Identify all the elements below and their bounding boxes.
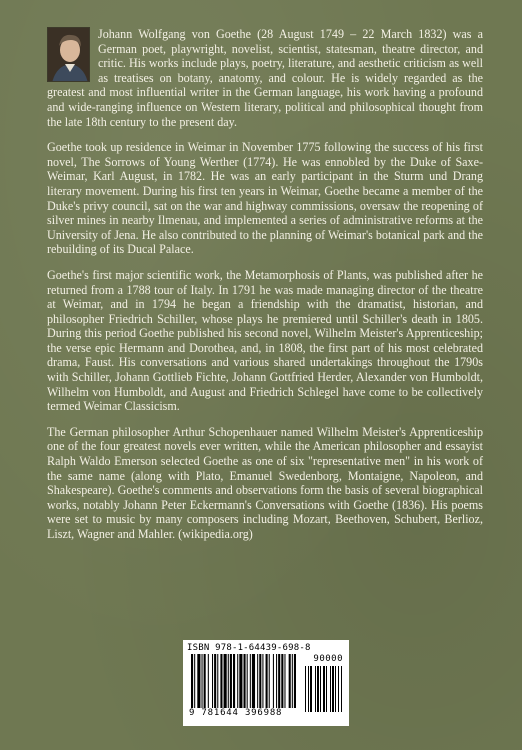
barcode-bar: [284, 654, 285, 708]
price-bar: [308, 666, 309, 712]
barcode-bar: [208, 654, 209, 708]
barcode-bar: [247, 654, 248, 708]
barcode-bar: [289, 654, 291, 708]
barcode-bar: [259, 654, 261, 708]
barcode-bar: [250, 654, 251, 708]
barcode-bar: [294, 654, 296, 708]
barcode-bar: [197, 654, 200, 708]
paragraph-4: The German philosopher Arthur Schopenhauer named Wilhelm Meister's Apprenticeship one of the four greatest novels ever written, while the American philosopher and essayist Ralph Waldo Emerson selected Goethe as one of six "representative men" in his work of the same name (along with Plato, Emanuel Swedenborg, Montaigne, Napoleon, and Shakespeare). Goethe's comments and observations form the basis of several biographical works, notably Johann Peter Eckermann's Conversations with Goethe (1836). His poems were set to music by many composers including Mozart, Beethoven, Schubert, Berlioz, Liszt, Wagner and Mahler. (wikipedia.org): [47, 424, 483, 541]
barcode-bar: [266, 654, 268, 708]
price-bar: [341, 666, 342, 712]
barcode-bar: [278, 654, 280, 708]
price-bar: [323, 666, 325, 712]
barcode-bar: [233, 654, 235, 708]
price-bar: [338, 666, 339, 712]
barcode-bar: [191, 654, 193, 708]
barcode-bar: [292, 654, 293, 708]
price-bar: [332, 666, 334, 712]
barcode-bar: [228, 654, 229, 708]
barcode-bar: [194, 654, 195, 708]
barcode-bar: [262, 654, 263, 708]
barcode-bar: [224, 654, 227, 708]
barcode-bar: [252, 654, 255, 708]
barcode-bar: [257, 654, 258, 708]
price-bar: [315, 666, 316, 712]
price-bar: [335, 666, 336, 712]
barcode-bar: [217, 654, 218, 708]
barcode-bar: [214, 654, 216, 708]
paragraph-1: Johann Wolfgang von Goethe (28 August 1749 – 22 March 1832) was a German poet, playwright, novelist, scientist, statesman, theatre director, and critic. His works include plays, poetry, literature, and aesthetic criticism as well as treatises on botany, anatomy, and colour. He is widely regarded as the greatest and most influential writer in the German language, his work having a profound and wide-ranging influence on Western literary, political and philosophical thought from the late 18th century to the present day.: [47, 27, 483, 129]
isbn-barcode: [183, 640, 349, 726]
barcode-bar: [220, 654, 222, 708]
price-code: 90000: [313, 654, 343, 664]
barcode-bar: [239, 654, 242, 708]
price-bar: [320, 666, 321, 712]
barcode-bar: [273, 654, 274, 708]
barcode-bar: [269, 654, 270, 708]
price-bar: [310, 666, 312, 712]
barcode-bar: [281, 654, 283, 708]
paragraph-2: Goethe took up residence in Weimar in November 1775 following the success of his first novel, The Sorrows of Young Werther (1774). He was ennobled by the Duke of Saxe-Weimar, Karl August, in 1782. He was an early participant in the Sturm und Drang literary movement. During his first ten years in Weimar, Goethe became a member of the Duke's privy council, sat on the war and highway commissions, oversaw the reopening of silver mines in nearby Ilmenau, and implemented a series of administrative reforms at the University of Jena. He also contributed to the planning of Weimar's botanical park and the rebuilding of its Ducal Palace.: [47, 140, 483, 257]
barcode-bar: [204, 654, 206, 708]
back-cover-text: [47, 27, 483, 553]
barcode-bar: [244, 654, 246, 708]
barcode-bar: [212, 654, 213, 708]
isbn-label: ISBN 978-1-64439-698-8: [187, 643, 311, 653]
price-bar: [330, 666, 331, 712]
ean-digits: 9 781644 396988: [189, 708, 283, 718]
barcode-bar: [202, 654, 203, 708]
barcode-bar: [237, 654, 238, 708]
barcode-bar: [276, 654, 277, 708]
price-bar: [317, 666, 319, 712]
price-bar: [326, 666, 327, 712]
barcode-bar: [230, 654, 232, 708]
paragraph-3: Goethe's first major scientific work, the Metamorphosis of Plants, was published after he returned from a 1788 tour of Italy. In 1791 he was made managing director of the theatre at Weimar, and in 1794 he began a friendship with the dramatist, historian, and philosopher Friedrich Schiller, whose plays he premiered until Schiller's death in 1805. During this period Goethe published his second novel, Wilhelm Meister's Apprenticeship; the verse epic Hermann and Dorothea, and, in 1808, the first part of his most celebrated drama, Faust. His conversations and various shared undertakings throughout the 1790s with Schiller, Johann Gottlieb Fichte, Johann Gottfried Herder, Alexander von Humboldt, Wilhelm von Humboldt, and August and Friedrich Schlegel have come to be collectively termed Weimar Classicism.: [47, 267, 483, 414]
price-bar: [305, 666, 306, 712]
goethe-portrait: [47, 27, 90, 82]
